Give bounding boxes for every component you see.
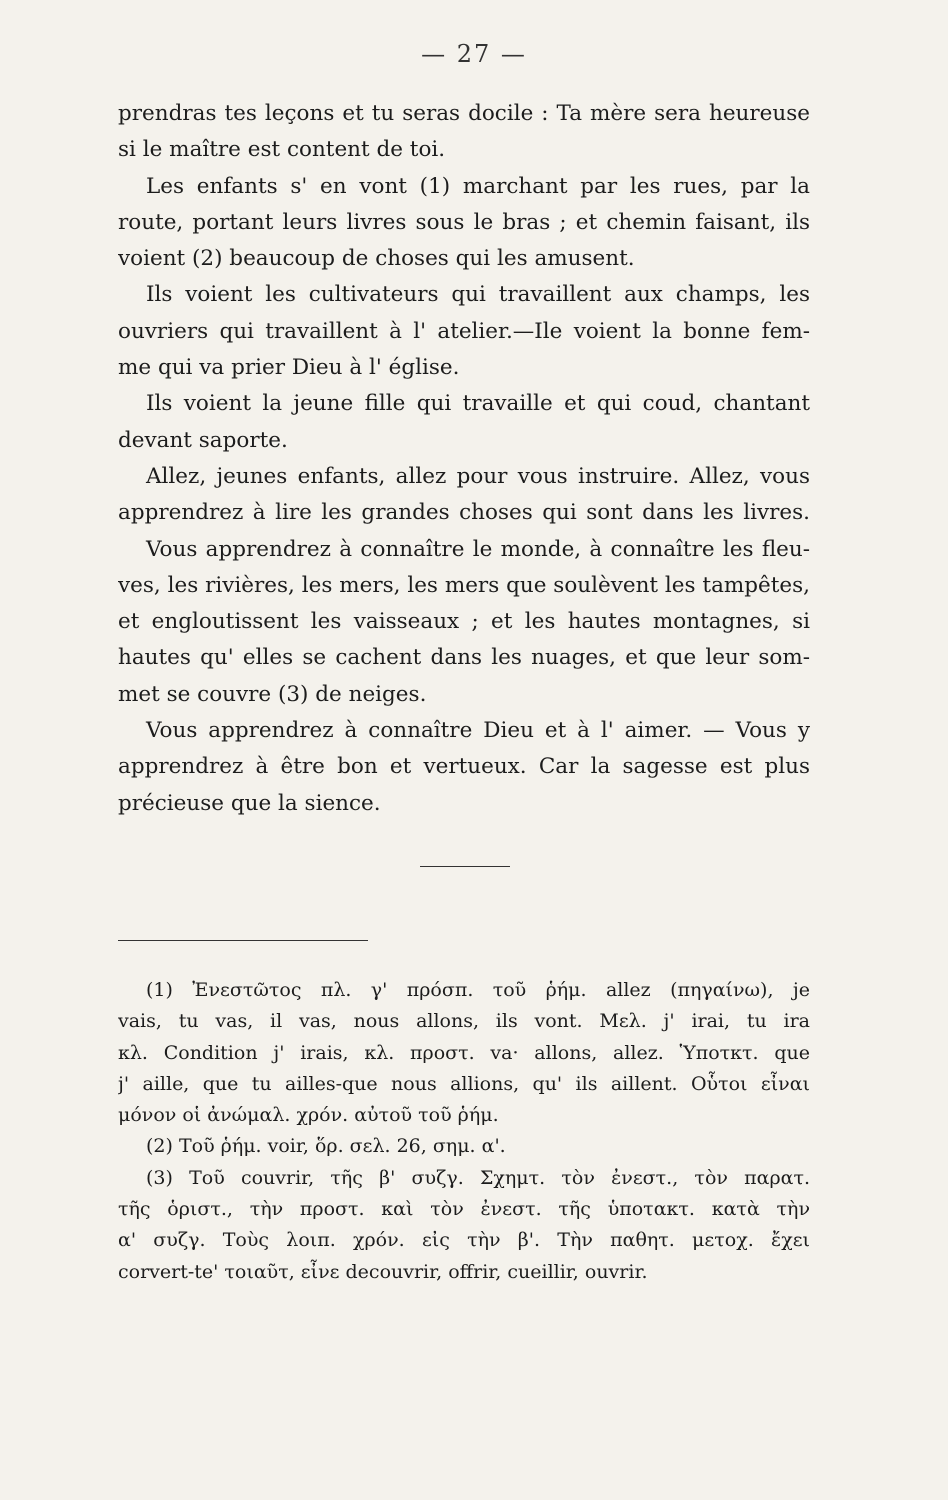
body-line: ouvriers qui travaillent à l' atelier.—Ile voient la bonne fem-	[118, 318, 810, 344]
page-number: — 27 —	[421, 40, 527, 68]
body-line: ves, les rivières, les mers, les mers que soulèvent les tampêtes,	[118, 572, 810, 598]
body-text	[118, 96, 810, 822]
footnote-line: (2) Τοῦ ῥήμ. voir, ὅρ. σελ. 26, σημ. α'.	[146, 1135, 506, 1158]
body-line: apprendrez à être bon et vertueux. Car la sagesse est plus	[118, 754, 810, 780]
body-line: route, portant leurs livres sous le bras ; et chemin faisant, ils	[118, 209, 810, 235]
footnote-line: j' aille, que tu ailles-que nous allions, qu' ils aillent. Οὗτοι εἶναι	[118, 1072, 810, 1095]
body-line: me qui va prier Dieu à l' église.	[118, 355, 460, 381]
body-line: Les enfants s' en vont (1) marchant par les rues, par la	[146, 173, 810, 199]
body-line: voient (2) beaucoup de choses qui les amusent.	[118, 246, 635, 272]
footnote-line: (1) Ἐνεστῶτος πλ. γ' πρόσπ. τοῦ ῥήμ. allez (πηγαίνω), je	[146, 979, 810, 1001]
body-line: Vous apprendrez à connaître Dieu et à l' aimer. — Vous y	[146, 718, 810, 744]
section-divider	[420, 866, 510, 867]
body-line: hautes qu' elles se cachent dans les nuages, et que leur som-	[118, 645, 810, 671]
body-line: devant saporte.	[118, 427, 288, 453]
footnote-line: (3) Τοῦ couvrir, τῆς β' συζγ. Σχημτ. τὸν ἐνεστ., τὸν παρατ.	[146, 1166, 810, 1189]
footnote-line: vais, tu vas, il vas, nous allons, ils vont. Μελ. j' irai, tu ira	[118, 1010, 810, 1033]
footnote-line: κλ. Condition j' irais, κλ. προστ. va· allons, allez. Ὑποτκτ. que	[118, 1041, 810, 1064]
body-line: prendras tes leçons et tu seras docile : Ta mère sera heureuse	[118, 101, 810, 126]
body-line: Allez, jeunes enfants, allez pour vous instruire. Allez, vous	[146, 463, 810, 489]
footnote-line: μόνον οἱ ἀνώμαλ. χρόν. αὐτοῦ τοῦ ῥήμ.	[118, 1104, 499, 1127]
body-line: Vous apprendrez à connaître le monde, à connaître les fleu-	[146, 536, 810, 562]
footnote-line: corvert-te' τοιαῦτ, εἶνε decouvrir, offrir, cueillir, ouvrir.	[118, 1260, 648, 1283]
body-line: précieuse que la sience.	[118, 790, 381, 816]
footnote-line: α' συζγ. Τοὺς λοιπ. χρόν. εἰς τὴν β'. Τὴν παθητ. μετοχ. ἔχει	[118, 1229, 810, 1252]
footnotes	[118, 975, 810, 1288]
footnote-line: τῆς ὁριστ., τὴν προστ. καὶ τὸν ἐνεστ. τῆς ὑποτακτ. κατὰ τὴν	[118, 1198, 810, 1221]
body-line: si le maître est content de toi.	[118, 137, 446, 163]
body-line: Ils voient les cultivateurs qui travaillent aux champs, les	[146, 282, 810, 308]
body-line: et engloutissent les vaisseaux ; et les hautes montagnes, si	[118, 609, 810, 635]
body-line: met se couvre (3) de neiges.	[118, 681, 427, 707]
footnote-rule	[118, 940, 368, 941]
body-line: apprendrez à lire les grandes choses qui sont dans les livres.	[118, 500, 810, 526]
body-line: Ils voient la jeune fille qui travaille et qui coud, chantant	[146, 391, 810, 417]
